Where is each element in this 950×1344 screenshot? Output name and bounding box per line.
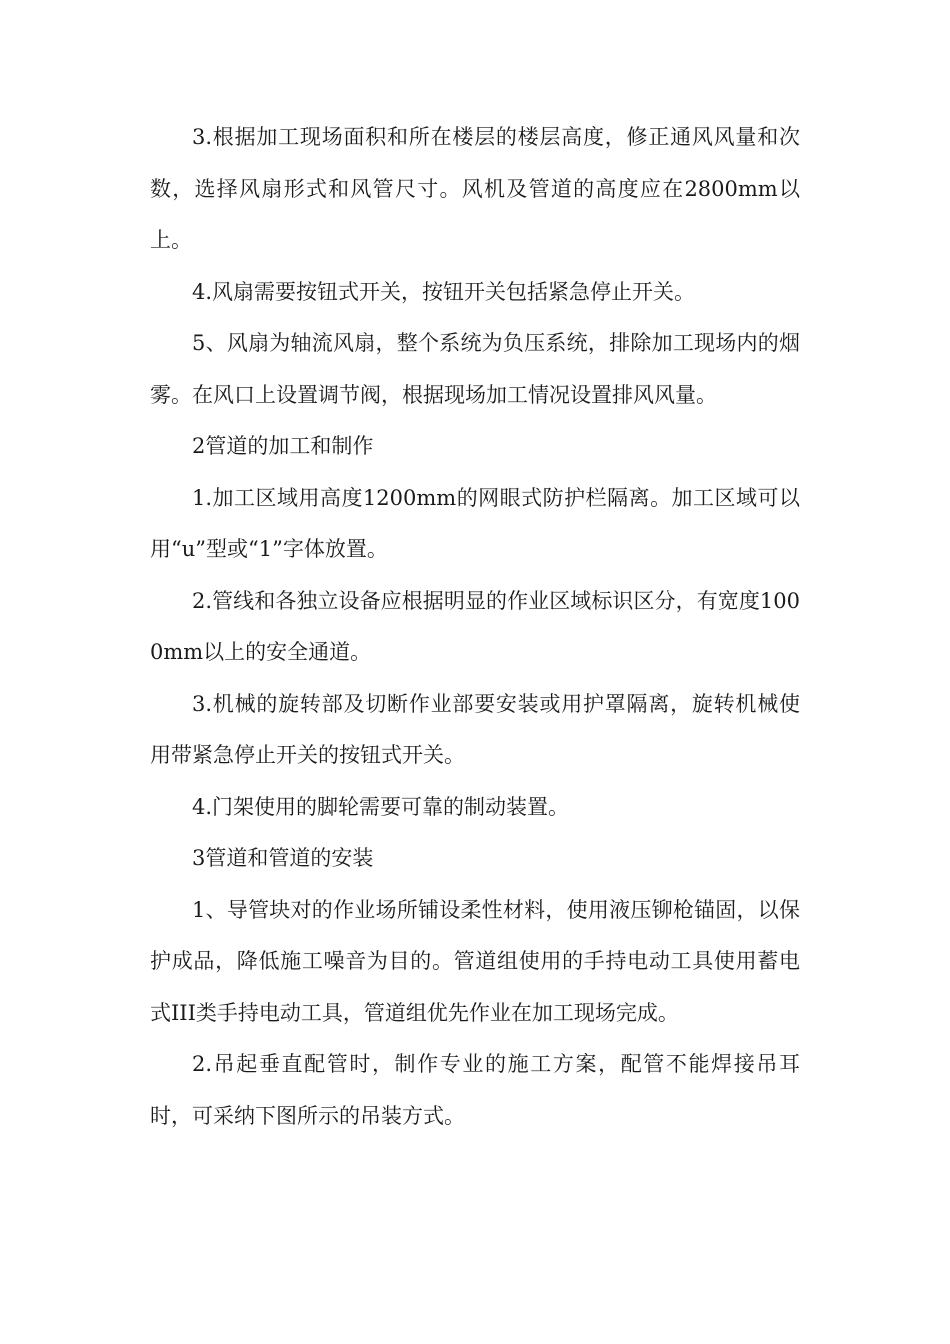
paragraph-vertical-lifting: 2.吊起垂直配管时，制作专业的施工方案，配管不能焊接吊耳时，可采纳下图所示的吊装方式。 — [150, 1052, 800, 1128]
paragraph-work-site-protection: 1、导管块对的作业场所铺设柔性材料，使用液压铆枪锚固，以保护成品，降低施工噪音为目的。管道组使用的手持电动工具使用蓄电式III类手持电动工具，管道组优先作业在加工现场完成。 — [150, 897, 800, 1025]
paragraph-fan-switch: 4.风扇需要按钮式开关，按钮开关包括紧急停止开关。 — [192, 279, 696, 304]
paragraph-machine-guarding: 3.机械的旋转部及切断作业部要安装或用护罩隔离，旋转机械使用带紧急停止开关的按钮式开关。 — [150, 691, 800, 767]
paragraph-processing-area: 1.加工区域用高度1200mm的网眼式防护栏隔离。加工区域可以用“u”型或“1”字体放置。 — [150, 485, 800, 561]
paragraph-axial-fan: 5、风扇为轴流风扇，整个系统为负压系统，排除加工现场内的烟雾。在风口上设置调节阀，根据现场加工情况设置排风风量。 — [150, 331, 800, 407]
section-heading-pipe-installation: 3管道和管道的安装 — [192, 846, 374, 870]
document-body — [150, 112, 800, 1142]
paragraph-pipeline-zoning: 2.管线和各独立设备应根据明显的作业区域标识区分，有宽度1000mm以上的安全通道。 — [150, 588, 800, 664]
paragraph-gantry-casters: 4.门架使用的脚轮需要可靠的制动装置。 — [192, 794, 570, 819]
paragraph-ventilation-sizing: 3.根据加工现场面积和所在楼层的楼层高度，修正通风风量和次数，选择风扇形式和风管尺寸。风机及管道的高度应在2800mm以上。 — [150, 125, 800, 252]
section-heading-pipe-processing: 2管道的加工和制作 — [192, 434, 374, 458]
